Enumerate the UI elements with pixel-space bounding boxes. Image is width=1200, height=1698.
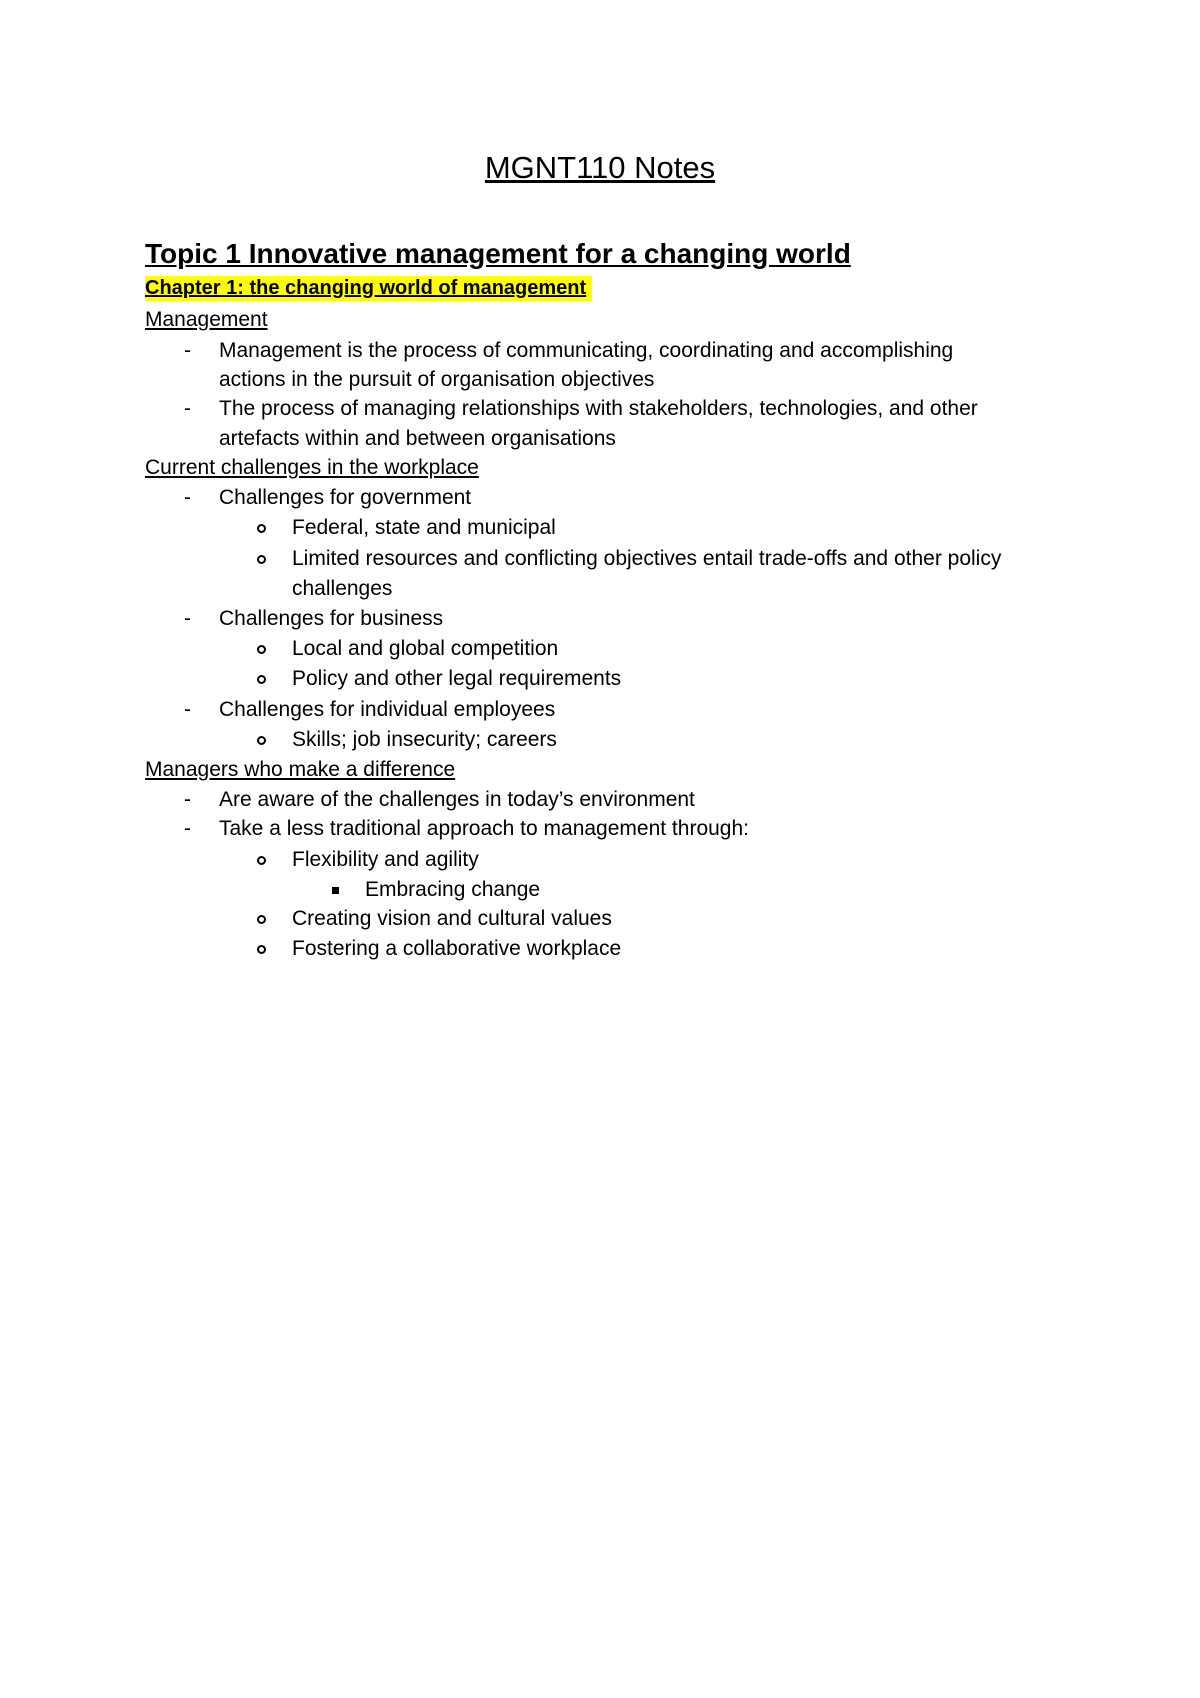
chapter-heading-highlighted: Chapter 1: the changing world of management [145, 276, 592, 301]
sub-list-item: Fostering a collaborative workplace [292, 937, 622, 960]
circle-bullet-icon [257, 915, 266, 924]
list-item-continuation: actions in the pursuit of organisation objectives [219, 368, 655, 391]
list-item: Management is the process of communicating, coordinating and accomplishing [219, 339, 954, 362]
list-item-continuation: artefacts within and between organisations [219, 427, 616, 450]
dash-bullet: - [184, 397, 191, 420]
square-bullet-icon [332, 887, 339, 894]
list-item: Are aware of the challenges in today’s environment [219, 788, 695, 811]
page-title: MGNT110 Notes [484, 150, 716, 185]
circle-bullet-icon [257, 736, 266, 745]
dash-bullet: - [184, 339, 191, 362]
circle-bullet-icon [257, 856, 266, 865]
circle-bullet-icon [257, 524, 266, 533]
list-item: Take a less traditional approach to management through: [219, 817, 749, 840]
list-item: Challenges for individual employees [219, 698, 556, 721]
section-heading-management: Management [145, 308, 268, 331]
dash-bullet: - [184, 698, 191, 721]
sub-list-item: Local and global competition [292, 637, 559, 660]
list-item: Challenges for business [219, 607, 444, 630]
topic-heading: Topic 1 Innovative management for a changing world [145, 238, 851, 269]
list-item: Challenges for government [219, 486, 472, 509]
sub-sub-list-item: Embracing change [365, 878, 541, 901]
sub-list-item: Federal, state and municipal [292, 516, 556, 539]
dash-bullet: - [184, 788, 191, 811]
section-heading-managers: Managers who make a difference [145, 758, 456, 781]
sub-list-item: Policy and other legal requirements [292, 667, 622, 690]
sub-list-item-continuation: challenges [292, 577, 393, 600]
sub-list-item: Limited resources and conflicting objectives entail trade-offs and other policy [292, 547, 1002, 570]
dash-bullet: - [184, 607, 191, 630]
circle-bullet-icon [257, 945, 266, 954]
dash-bullet: - [184, 486, 191, 509]
list-item: The process of managing relationships with stakeholders, technologies, and other [219, 397, 978, 420]
circle-bullet-icon [257, 675, 266, 684]
circle-bullet-icon [257, 555, 266, 564]
section-heading-challenges: Current challenges in the workplace [145, 456, 479, 479]
dash-bullet: - [184, 817, 191, 840]
sub-list-item: Flexibility and agility [292, 848, 479, 871]
sub-list-item: Creating vision and cultural values [292, 907, 612, 930]
sub-list-item: Skills; job insecurity; careers [292, 728, 557, 751]
circle-bullet-icon [257, 645, 266, 654]
